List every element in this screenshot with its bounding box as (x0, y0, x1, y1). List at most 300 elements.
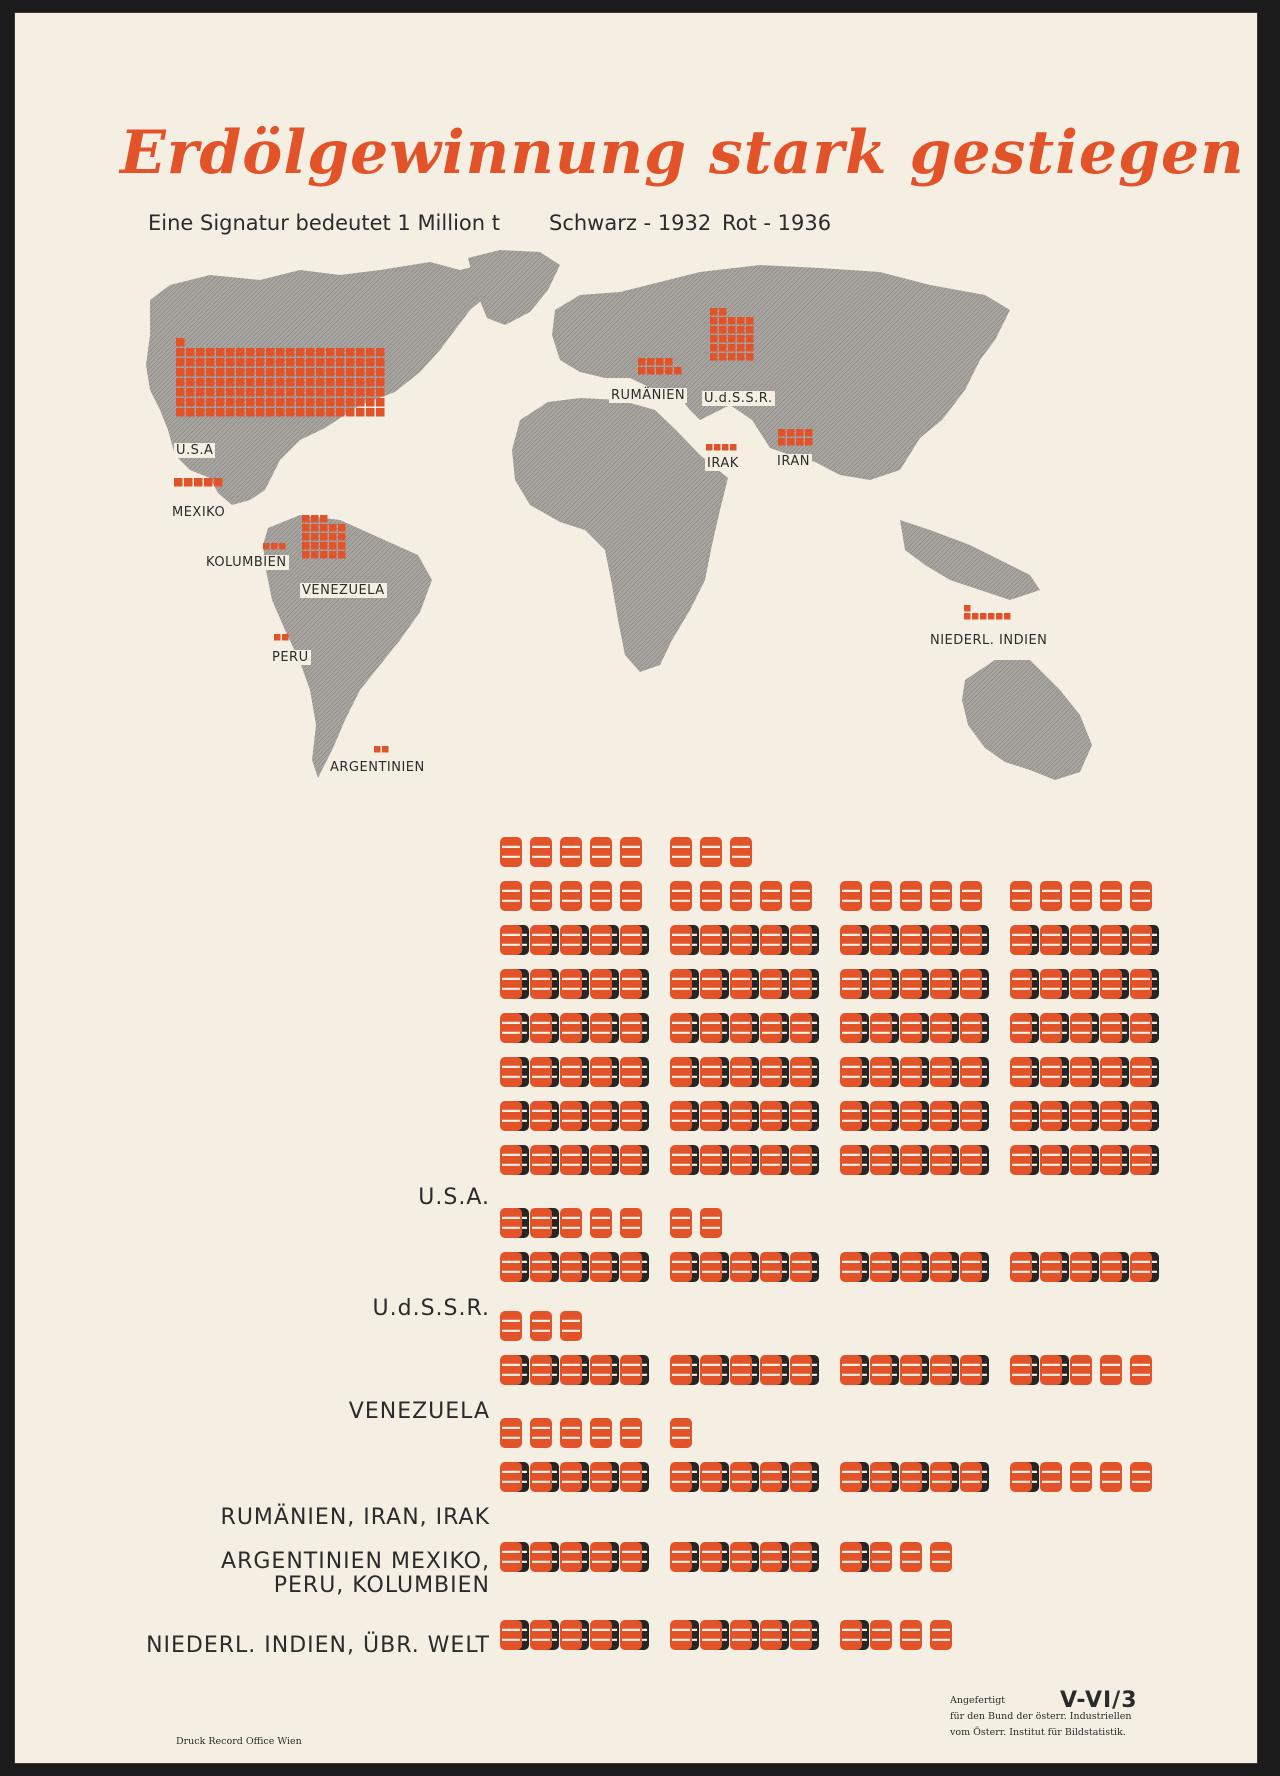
barrel-1936 (1010, 881, 1032, 911)
map-signature (266, 398, 275, 407)
map-label-kolumbien: KOLUMBIEN (206, 555, 287, 570)
map-signature (186, 388, 195, 397)
barrel-1936 (930, 1355, 952, 1385)
map-signature (316, 398, 325, 407)
barrel-1936 (900, 1542, 922, 1572)
map-signature (665, 358, 673, 366)
map-label-argentinien: ARGENTINIEN (330, 760, 425, 775)
map-signature (174, 478, 183, 487)
map-signature (216, 378, 225, 387)
map-signature (286, 388, 295, 397)
barrel-1936 (670, 1013, 692, 1043)
barrel-1936 (1100, 1252, 1122, 1282)
map-signature (176, 348, 185, 357)
barrel-1936 (670, 1542, 692, 1572)
barrel-1936 (700, 925, 722, 955)
map-signature (274, 634, 281, 641)
subtitle-legend-black: Schwarz - 1932 (549, 211, 712, 235)
map-signature (296, 388, 305, 397)
map-signature (236, 378, 245, 387)
barrel-1936 (560, 1057, 582, 1087)
map-signature (196, 378, 205, 387)
barrel-1936 (730, 1252, 752, 1282)
map-signature (706, 444, 713, 451)
barrel-1936 (960, 925, 982, 955)
map-signature (236, 358, 245, 367)
barrel-1936 (730, 1462, 752, 1492)
barrel-1936 (870, 1013, 892, 1043)
barrel-1936 (620, 925, 642, 955)
map-signature (805, 438, 813, 446)
barrel-1936 (1130, 1252, 1152, 1282)
barrel-1936 (1130, 1355, 1152, 1385)
map-signature (266, 368, 275, 377)
barrel-1936 (730, 1013, 752, 1043)
barrel-1936 (870, 1101, 892, 1131)
barrel-1936 (530, 1252, 552, 1282)
barrel-1936 (530, 1542, 552, 1572)
map-signature (176, 368, 185, 377)
barrel-1936 (730, 1101, 752, 1131)
barrel-1936 (590, 837, 612, 867)
chart-title: Erdölgewinnung stark gestiegen (120, 118, 1245, 188)
credit-line-2: für den Bund der österr. Industriellen (950, 1711, 1132, 1722)
map-signature (216, 398, 225, 407)
barrel-1936 (840, 925, 862, 955)
barrel-1936 (730, 1542, 752, 1572)
barrel-1936 (790, 1013, 812, 1043)
map-signature (805, 429, 813, 437)
map-signature (326, 398, 335, 407)
map-signature (320, 533, 328, 541)
barrel-1936 (870, 925, 892, 955)
map-signature (286, 378, 295, 387)
barrel-1936 (590, 969, 612, 999)
barrel-1936 (900, 925, 922, 955)
map-signature (216, 388, 225, 397)
map-signature (302, 524, 310, 532)
map-signature (236, 408, 245, 417)
barrel-1936 (1070, 1057, 1092, 1087)
barrel-1936 (900, 1462, 922, 1492)
barrel-1936 (590, 1462, 612, 1492)
map-signature (366, 368, 375, 377)
map-signature (226, 408, 235, 417)
barrel-1936 (1070, 1252, 1092, 1282)
barrel-1936 (1130, 1462, 1152, 1492)
map-signature (356, 348, 365, 357)
map-signature (647, 367, 655, 375)
barrel-1936 (760, 881, 782, 911)
barrel-1936 (560, 1462, 582, 1492)
map-signature (737, 335, 745, 343)
map-signature (206, 368, 215, 377)
barrel-1936 (560, 1418, 582, 1448)
barrel-1936 (900, 1252, 922, 1282)
barrel-1936 (590, 1620, 612, 1650)
map-signature (206, 408, 215, 417)
barrel-1936 (500, 837, 522, 867)
map-signature (737, 353, 745, 361)
barrel-1936 (730, 881, 752, 911)
barrel-1936 (700, 1208, 722, 1238)
barrel-1936 (1040, 1145, 1062, 1175)
barrel-1936 (530, 1013, 552, 1043)
barrel-1936 (1070, 1013, 1092, 1043)
barrel-1936 (1130, 925, 1152, 955)
barrel-1936 (760, 925, 782, 955)
map-signature (226, 368, 235, 377)
map-signature (356, 368, 365, 377)
barrel-1936 (930, 881, 952, 911)
barrel-1936 (1040, 969, 1062, 999)
barrel-1936 (1010, 1013, 1032, 1043)
australia (962, 660, 1092, 780)
barrel-1936 (670, 1418, 692, 1448)
map-label-rumaenien: RUMÄNIEN (611, 388, 686, 403)
map-signature (196, 358, 205, 367)
map-signature (216, 368, 225, 377)
barrel-1936 (1040, 1101, 1062, 1131)
barrel-1936 (790, 1542, 812, 1572)
barrel-1936 (1070, 1462, 1092, 1492)
barrel-1936 (590, 925, 612, 955)
barrel-1936 (590, 1418, 612, 1448)
isotype-chart (500, 837, 1159, 1650)
barrel-1936 (960, 969, 982, 999)
barrel-1936 (620, 881, 642, 911)
barrel-1936 (1010, 1252, 1032, 1282)
barrel-1936 (840, 1542, 862, 1572)
barrel-1936 (500, 1418, 522, 1448)
map-signature (719, 335, 727, 343)
barrel-1936 (500, 1462, 522, 1492)
barrel-1936 (500, 1620, 522, 1650)
barrel-1936 (500, 1101, 522, 1131)
barrel-1936 (620, 1418, 642, 1448)
barrel-1936 (620, 1145, 642, 1175)
barrel-1936 (1070, 969, 1092, 999)
barrel-1936 (790, 881, 812, 911)
map-signature (710, 317, 718, 325)
barrel-1936 (930, 1542, 952, 1572)
barrel-1936 (1100, 1145, 1122, 1175)
barrel-1936 (670, 925, 692, 955)
barrel-1936 (560, 1145, 582, 1175)
map-signature (329, 551, 337, 559)
map-label-niederl-indien: NIEDERL. INDIEN (930, 633, 1048, 648)
map-signature (746, 335, 754, 343)
barrel-1936 (590, 1057, 612, 1087)
map-signature (226, 388, 235, 397)
barrel-1936 (870, 1252, 892, 1282)
barrel-1936 (700, 969, 722, 999)
map-signature (176, 398, 185, 407)
map-signature (346, 398, 355, 407)
barrel-1936 (930, 1145, 952, 1175)
barrel-1936 (670, 1057, 692, 1087)
row-label-venezuela: VENEZUELA (348, 1399, 490, 1424)
map-signature (710, 308, 718, 316)
map-signature (226, 348, 235, 357)
barrel-1936 (1100, 925, 1122, 955)
barrel-1936 (870, 1145, 892, 1175)
barrel-1936 (900, 881, 922, 911)
map-signature (376, 378, 385, 387)
barrel-1936 (590, 1355, 612, 1385)
map-signature (256, 408, 265, 417)
barrel-1936 (700, 881, 722, 911)
barrel-1936 (700, 1355, 722, 1385)
barrel-1936 (560, 969, 582, 999)
barrel-1936 (840, 1620, 862, 1650)
africa (512, 398, 728, 672)
map-label-mexiko: MEXIKO (172, 505, 226, 520)
barrel-1936 (760, 1462, 782, 1492)
map-signature (326, 378, 335, 387)
map-signature (266, 408, 275, 417)
map-signature (216, 358, 225, 367)
map-signature (296, 378, 305, 387)
barrel-1936 (730, 1355, 752, 1385)
barrel-1936 (790, 1462, 812, 1492)
barrel-1936 (620, 1057, 642, 1087)
barrel-1936 (790, 969, 812, 999)
map-signature (196, 368, 205, 377)
barrel-1936 (670, 1145, 692, 1175)
barrel-1936 (530, 1355, 552, 1385)
map-signature (256, 348, 265, 357)
barrel-1936 (1010, 1101, 1032, 1131)
map-signature (376, 398, 385, 407)
map-signature (320, 524, 328, 532)
map-signature (296, 348, 305, 357)
barrel-1936 (670, 1101, 692, 1131)
barrel-1936 (790, 1620, 812, 1650)
map-signature (366, 398, 375, 407)
barrel-1936 (530, 1057, 552, 1087)
barrel-1936 (1040, 1013, 1062, 1043)
barrel-1936 (700, 1145, 722, 1175)
barrel-1936 (560, 881, 582, 911)
barrel-1936 (960, 1462, 982, 1492)
barrel-1936 (960, 1101, 982, 1131)
map-signature (336, 348, 345, 357)
barrel-1936 (670, 1355, 692, 1385)
map-signature (376, 358, 385, 367)
map-signature (656, 358, 664, 366)
barrel-1936 (500, 881, 522, 911)
map-signature (710, 353, 718, 361)
map-signature (204, 478, 213, 487)
map-signature (236, 348, 245, 357)
barrel-1936 (790, 1057, 812, 1087)
map-signature (176, 388, 185, 397)
map-signature (346, 358, 355, 367)
map-signature (366, 408, 375, 417)
map-signature (266, 378, 275, 387)
barrel-1936 (900, 1620, 922, 1650)
barrel-1936 (1070, 1101, 1092, 1131)
map-signature (216, 348, 225, 357)
map-signature (276, 368, 285, 377)
map-signature (366, 348, 375, 357)
map-signature (226, 398, 235, 407)
map-signature (376, 348, 385, 357)
map-signature (306, 408, 315, 417)
barrel-1936 (500, 925, 522, 955)
barrel-1936 (1010, 925, 1032, 955)
barrel-1936 (530, 881, 552, 911)
barrel-1936 (760, 1101, 782, 1131)
map-signature (276, 378, 285, 387)
barrel-1936 (930, 1462, 952, 1492)
map-signature (356, 408, 365, 417)
barrel-1936 (840, 1057, 862, 1087)
barrel-1936 (900, 1057, 922, 1087)
map-signature (366, 388, 375, 397)
map-signature (346, 378, 355, 387)
barrel-1936 (1130, 1013, 1152, 1043)
map-signature (311, 533, 319, 541)
map-signature (296, 398, 305, 407)
map-signature (246, 378, 255, 387)
barrel-1936 (590, 881, 612, 911)
barrel-1936 (500, 1355, 522, 1385)
map-signature (778, 429, 786, 437)
barrel-1936 (760, 1057, 782, 1087)
map-signature (787, 429, 795, 437)
barrel-1936 (620, 1013, 642, 1043)
barrel-1936 (1010, 1355, 1032, 1385)
plate-code: V-VI/3 (1060, 1688, 1138, 1713)
barrel-1936 (930, 1057, 952, 1087)
map-signature (964, 613, 971, 620)
map-signature (338, 551, 346, 559)
map-signature (276, 408, 285, 417)
barrel-1936 (960, 1057, 982, 1087)
map-signature (276, 358, 285, 367)
barrel-1936 (500, 969, 522, 999)
barrel-1936 (1100, 1101, 1122, 1131)
map-signature (302, 542, 310, 550)
map-signature (336, 378, 345, 387)
barrel-1936 (930, 925, 952, 955)
map-signature (746, 317, 754, 325)
barrel-1936 (530, 837, 552, 867)
map-signature (374, 746, 381, 753)
barrel-1936 (930, 1101, 952, 1131)
map-signature (326, 358, 335, 367)
barrel-1936 (620, 1101, 642, 1131)
map-signature (246, 408, 255, 417)
barrel-1936 (900, 1013, 922, 1043)
map-signature (356, 388, 365, 397)
barrel-1936 (1040, 1462, 1062, 1492)
barrel-1936 (900, 1355, 922, 1385)
map-signature (246, 358, 255, 367)
map-signature (302, 551, 310, 559)
map-signature (306, 358, 315, 367)
barrel-1936 (590, 1252, 612, 1282)
barrel-1936 (1130, 1057, 1152, 1087)
barrel-1936 (700, 1542, 722, 1572)
map-signature (638, 358, 646, 366)
map-signature (329, 533, 337, 541)
map-signature (236, 388, 245, 397)
map-signature (737, 326, 745, 334)
barrel-1936 (560, 1542, 582, 1572)
map-signature (176, 378, 185, 387)
barrel-1936 (670, 837, 692, 867)
map-signature (796, 429, 804, 437)
barrel-1936 (730, 925, 752, 955)
barrel-1936 (530, 1101, 552, 1131)
barrel-1936 (870, 1542, 892, 1572)
barrel-1936 (620, 1208, 642, 1238)
barrel-1936 (1070, 881, 1092, 911)
map-signature (306, 368, 315, 377)
map-signature (196, 408, 205, 417)
map-signature (276, 348, 285, 357)
barrel-1936 (1100, 1355, 1122, 1385)
barrel-1936 (560, 1252, 582, 1282)
map-signature (336, 388, 345, 397)
map-signature (710, 335, 718, 343)
map-signature (996, 613, 1003, 620)
barrel-1936 (760, 1013, 782, 1043)
map-signature (256, 368, 265, 377)
map-signature (326, 368, 335, 377)
barrel-1936 (960, 881, 982, 911)
map-label-iran: IRAN (777, 454, 810, 469)
map-signature (316, 378, 325, 387)
map-signature (176, 338, 185, 347)
map-signature (326, 388, 335, 397)
barrel-1936 (560, 837, 582, 867)
map-signature (256, 388, 265, 397)
barrel-1936 (560, 1355, 582, 1385)
map-signature (737, 317, 745, 325)
map-signature (356, 398, 365, 407)
barrel-1936 (870, 881, 892, 911)
map-signature (980, 613, 987, 620)
map-signature (728, 335, 736, 343)
map-signature (206, 358, 215, 367)
map-signature (186, 408, 195, 417)
map-signature (276, 388, 285, 397)
map-signature (256, 358, 265, 367)
map-signature (674, 367, 682, 375)
barrel-1936 (1070, 925, 1092, 955)
map-signature (320, 551, 328, 559)
barrel-1936 (1130, 1101, 1152, 1131)
barrel-1936 (760, 1355, 782, 1385)
map-signature (286, 358, 295, 367)
map-signature (186, 378, 195, 387)
southeast-asia-islands (900, 520, 1040, 600)
barrel-1936 (900, 1145, 922, 1175)
barrel-1936 (620, 1620, 642, 1650)
barrel-1936 (700, 1620, 722, 1650)
barrel-1936 (790, 1252, 812, 1282)
barrel-1936 (590, 1101, 612, 1131)
map-signature (329, 524, 337, 532)
map-signature (276, 398, 285, 407)
barrel-1936 (1010, 1462, 1032, 1492)
barrel-1936 (700, 837, 722, 867)
map-signature (728, 344, 736, 352)
